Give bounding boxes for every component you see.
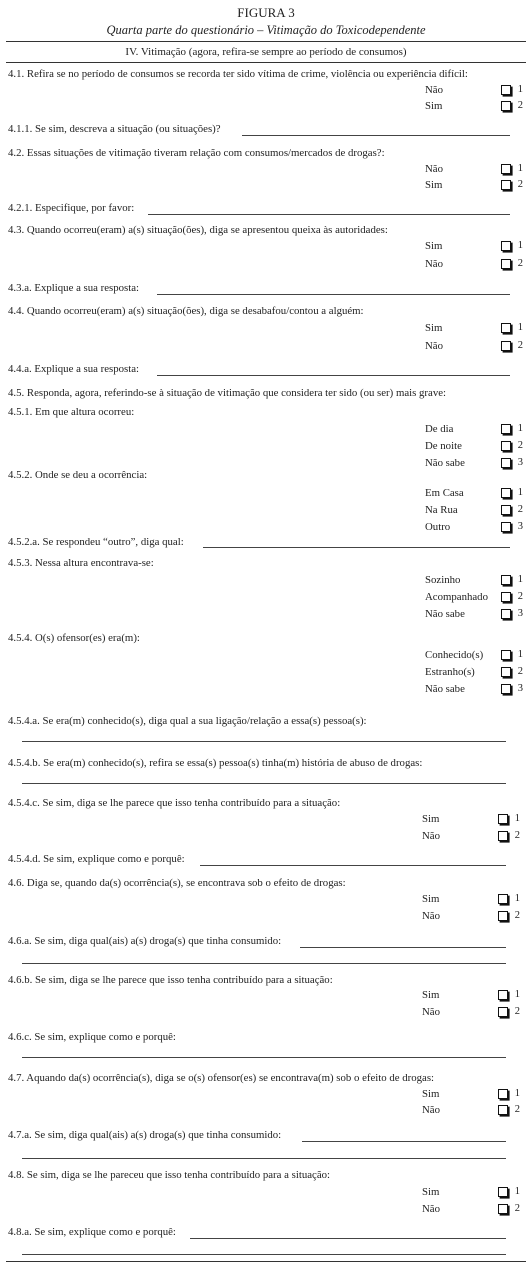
question-4-2-1: 4.2.1. Especifique, por favor: [8, 202, 135, 214]
question-4-5-3: 4.5.3. Nessa altura encontrava-se: [8, 557, 154, 569]
checkbox-icon[interactable] [501, 575, 511, 585]
checkbox-icon[interactable] [501, 650, 511, 660]
checkbox-icon[interactable] [501, 488, 511, 498]
question-4-5-4-d: 4.5.4.d. Se sim, explique como e porquê: [8, 853, 185, 865]
checkbox-icon[interactable] [498, 1204, 508, 1214]
checkbox-icon[interactable] [498, 1105, 508, 1115]
option-4-6-sim[interactable]: Sim 1 [422, 893, 520, 905]
answer-line-4-6-a-1[interactable] [300, 947, 506, 948]
option-4-3-nao[interactable]: Não 2 [425, 258, 523, 270]
checkbox-icon[interactable] [501, 458, 511, 468]
question-4-5-4-b: 4.5.4.b. Se era(m) conhecido(s), refira se essa(s) pessoa(s) tinha(m) história de abuso de drogas: [8, 757, 423, 769]
question-4-8-a: 4.8.a. Se sim, explique como e porquê: [8, 1226, 176, 1238]
checkbox-icon[interactable] [501, 592, 511, 602]
answer-line-4-2-1[interactable] [148, 214, 510, 215]
answer-line-4-5-4-a[interactable] [22, 741, 506, 742]
header-rule-bottom [6, 62, 526, 63]
option-4-5-3-acompanhado[interactable]: Acompanhado 2 [425, 591, 523, 603]
checkbox-icon[interactable] [501, 609, 511, 619]
option-4-5-2-outro[interactable]: Outro 3 [425, 521, 523, 533]
footer-rule [6, 1261, 526, 1262]
option-4-5-3-nao-sabe[interactable]: Não sabe 3 [425, 608, 523, 620]
option-4-8-sim[interactable]: Sim 1 [422, 1186, 520, 1198]
checkbox-icon[interactable] [501, 180, 511, 190]
checkbox-icon[interactable] [501, 101, 511, 111]
checkbox-icon[interactable] [501, 341, 511, 351]
checkbox-icon[interactable] [498, 814, 508, 824]
option-4-2-nao[interactable]: Não 1 [425, 163, 523, 175]
question-4-5-1: 4.5.1. Em que altura ocorreu: [8, 406, 135, 418]
answer-line-4-3-a[interactable] [157, 294, 510, 295]
answer-line-4-7-a-1[interactable] [302, 1141, 506, 1142]
option-4-5-2-na-rua[interactable]: Na Rua 2 [425, 504, 523, 516]
answer-line-4-7-a-2[interactable] [22, 1158, 506, 1159]
question-4-5-2-a: 4.5.2.a. Se respondeu “outro”, diga qual: [8, 536, 184, 548]
checkbox-icon[interactable] [498, 831, 508, 841]
question-4-8: 4.8. Se sim, diga se lhe pareceu que isso tenha contribuído para a situação: [8, 1169, 331, 1181]
option-4-5-3-sozinho[interactable]: Sozinho 1 [425, 574, 523, 586]
checkbox-icon[interactable] [501, 259, 511, 269]
header-rule-top [6, 41, 526, 42]
answer-line-4-5-4-b[interactable] [22, 783, 506, 784]
answer-line-4-6-a-2[interactable] [22, 963, 506, 964]
option-4-6-b-sim[interactable]: Sim 1 [422, 989, 520, 1001]
question-4-6-a: 4.6.a. Se sim, diga qual(ais) a(s) droga(s) que tinha consumido: [8, 935, 282, 947]
question-4-4-a: 4.4.a. Explique a sua resposta: [8, 363, 140, 375]
checkbox-icon[interactable] [501, 441, 511, 451]
option-4-4-nao[interactable]: Não 2 [425, 340, 523, 352]
checkbox-icon[interactable] [501, 667, 511, 677]
form-subtitle: Quarta parte do questionário – Vitimação do Toxicodependente [106, 23, 426, 37]
option-4-2-sim[interactable]: Sim 2 [425, 179, 523, 191]
checkbox-icon[interactable] [501, 505, 511, 515]
question-4-5-4-c: 4.5.4.c. Se sim, diga se lhe parece que isso tenha contribuído para a situação: [8, 797, 341, 809]
section-title: IV. Vitimação (agora, refira-se sempre ao período de consumos) [125, 46, 407, 58]
option-4-1-nao[interactable]: Não 1 [425, 84, 523, 96]
option-4-6-b-nao[interactable]: Não 2 [422, 1006, 520, 1018]
checkbox-icon[interactable] [501, 164, 511, 174]
option-4-7-sim[interactable]: Sim 1 [422, 1088, 520, 1100]
answer-line-4-4-a[interactable] [157, 375, 510, 376]
question-4-6: 4.6. Diga se, quando da(s) ocorrência(s), se encontrava sob o efeito de drogas: [8, 877, 346, 889]
question-4-7: 4.7. Aquando da(s) ocorrência(s), diga se o(s) ofensor(es) se encontrava(m) sob o efeito de drogas: [8, 1072, 435, 1084]
checkbox-icon[interactable] [501, 522, 511, 532]
question-4-6-b: 4.6.b. Se sim, diga se lhe parece que isso tenha contribuído para a situação: [8, 974, 333, 986]
option-4-5-1-de-noite[interactable]: De noite 2 [425, 440, 523, 452]
checkbox-icon[interactable] [498, 1089, 508, 1099]
checkbox-icon[interactable] [501, 424, 511, 434]
checkbox-icon[interactable] [498, 990, 508, 1000]
question-4-3: 4.3. Quando ocorreu(eram) a(s) situação(ões), diga se apresentou queixa às autoridades: [8, 224, 388, 236]
option-4-4-sim[interactable]: Sim 1 [425, 322, 523, 334]
option-4-5-1-de-dia[interactable]: De dia 1 [425, 423, 523, 435]
option-4-5-4-c-nao[interactable]: Não 2 [422, 830, 520, 842]
option-4-1-sim[interactable]: Sim 2 [425, 100, 523, 112]
question-4-1-1: 4.1.1. Se sim, descreva a situação (ou situações)? [8, 123, 221, 135]
option-4-5-4-c-sim[interactable]: Sim 1 [422, 813, 520, 825]
answer-line-4-5-4-d[interactable] [200, 865, 506, 866]
checkbox-icon[interactable] [501, 323, 511, 333]
checkbox-icon[interactable] [498, 911, 508, 921]
answer-line-4-8-a-2[interactable] [22, 1254, 506, 1255]
option-4-5-1-nao-sabe[interactable]: Não sabe 3 [425, 457, 523, 469]
checkbox-icon[interactable] [501, 85, 511, 95]
question-4-7-a: 4.7.a. Se sim, diga qual(ais) a(s) droga(s) que tinha consumido: [8, 1129, 282, 1141]
checkbox-icon[interactable] [498, 1007, 508, 1017]
question-4-5: 4.5. Responda, agora, referindo-se à situação de vitimação que considera ter sido (ou ser) mais grave: [8, 387, 447, 399]
checkbox-icon[interactable] [501, 684, 511, 694]
option-4-5-4-estranhos[interactable]: Estranho(s) 2 [425, 666, 523, 678]
question-4-5-4-a: 4.5.4.a. Se era(m) conhecido(s), diga qual a sua ligação/relação a essa(s) pessoa(s): [8, 715, 367, 727]
figure-label: FIGURA 3 [237, 5, 295, 20]
option-4-8-nao[interactable]: Não 2 [422, 1203, 520, 1215]
option-4-6-nao[interactable]: Não 2 [422, 910, 520, 922]
checkbox-icon[interactable] [498, 894, 508, 904]
answer-line-4-5-2-a[interactable] [203, 547, 510, 548]
answer-line-4-8-a-1[interactable] [190, 1238, 506, 1239]
question-4-2: 4.2. Essas situações de vitimação tiveram relação com consumos/mercados de drogas?: [8, 147, 385, 159]
question-4-1: 4.1. Refira se no período de consumos se recorda ter sido vítima de crime, violência ou experiência difícil: [8, 68, 468, 80]
question-4-4: 4.4. Quando ocorreu(eram) a(s) situação(ões), diga se desabafou/contou a alguém: [8, 305, 364, 317]
checkbox-icon[interactable] [501, 241, 511, 251]
question-4-3-a: 4.3.a. Explique a sua resposta: [8, 282, 140, 294]
option-4-5-2-em-casa[interactable]: Em Casa 1 [425, 487, 523, 499]
option-4-3-sim[interactable]: Sim 1 [425, 240, 523, 252]
option-4-5-4-nao-sabe[interactable]: Não sabe 3 [425, 683, 523, 695]
option-4-5-4-conhecidos[interactable]: Conhecido(s) 1 [425, 649, 523, 661]
answer-line-4-1-1[interactable] [242, 135, 510, 136]
question-4-5-2: 4.5.2. Onde se deu a ocorrência: [8, 469, 148, 481]
answer-line-4-6-c[interactable] [22, 1057, 506, 1058]
question-4-5-4: 4.5.4. O(s) ofensor(es) era(m): [8, 632, 140, 644]
question-4-6-c: 4.6.c. Se sim, explique como e porquê: [8, 1031, 176, 1043]
checkbox-icon[interactable] [498, 1187, 508, 1197]
option-4-7-nao[interactable]: Não 2 [422, 1104, 520, 1116]
